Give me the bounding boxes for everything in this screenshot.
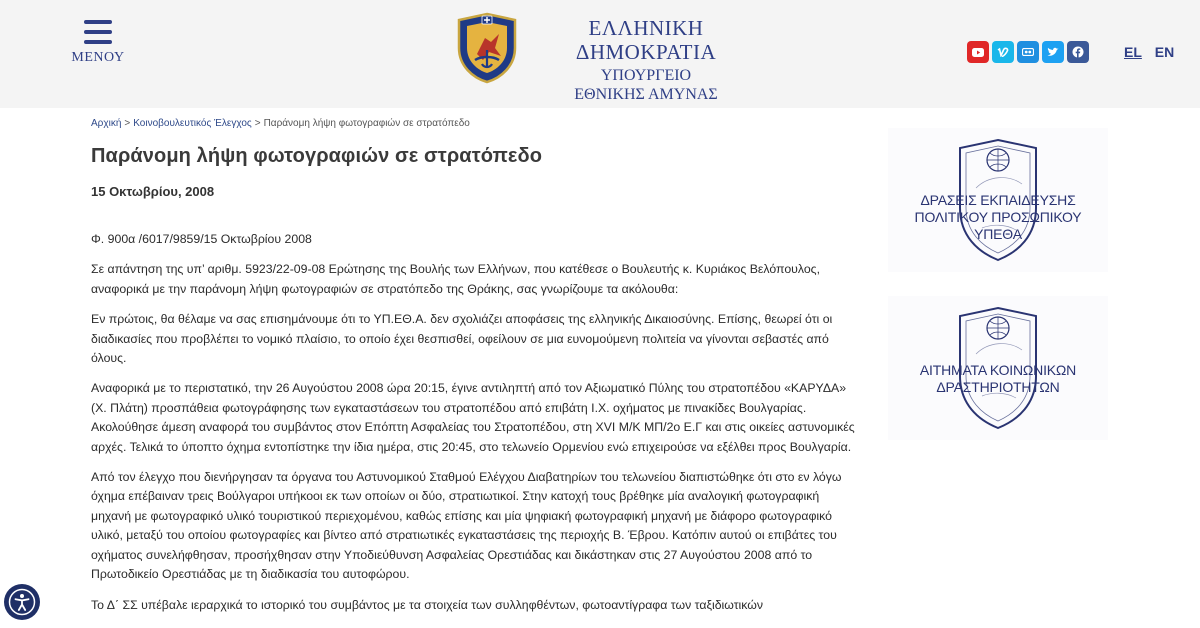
- brand-ministry: ΥΠΟΥΡΓΕΙΟ: [600, 67, 692, 84]
- article-paragraph: Εν πρώτοις, θα θέλαμε να σας επισημάνουμε ότι το ΥΠ.ΕΘ.Α. δεν σχολιάζει αποφάσεις της ελληνικής Δικαιοσύνης. Επίσης, θεωρεί ότι οι διαδικασίες που προβλέπει το νομικό πλαίσιο, το οποίο έχει θεσπισθεί, οφείλουν σε μια ευνομούμενη πολιτεία να γίνονται σεβαστές από όλους.: [91, 312, 833, 366]
- article-paragraph: Από τον έλεγχο που διενήργησαν τα όργανα του Αστυνομικού Σταθμού Ελέγχου Διαβατηρίων του τελωνείου διαπιστώθηκε ότι στο εν λόγω όχημα επέβαιναν τρεις Βούλγαροι υπήκοοι εκ των οποίων οι δύο, στρατιωτικοί. Στην κατοχή τους βρέθηκε μία αναλογική φωτογραφική μηχανή με φωτογραφικό υλικό τουριστικού περιεχομένου, καθώς επίσης και μία ψηφιακή φωτογραφική μηχανή με διάφορο φωτογραφικό υλικό, μεταξύ του οποίου φωτογραφίες και βίντεο από στρατιωτικές εγκαταστάσεις της περιοχής Β. Έβρου. Κατόπιν αυτού οι επιβάτες του οχήματος συνελήφθησαν, προσήχθησαν στην Υποδιεύθυνση Ασφαλείας Ορεστιάδας και δικάστηκαν στις 27 Αυγούστου 2008 από το Πρωτοδικείο Ορεστιάδας με τη διαδικασία του αυτοφώρου.: [91, 470, 842, 582]
- ministry-crest-logo[interactable]: [455, 12, 519, 84]
- accessibility-icon: [8, 588, 36, 616]
- article-body: [91, 230, 859, 626]
- site-header: [0, 0, 1200, 108]
- breadcrumb-home[interactable]: Αρχική: [91, 118, 122, 129]
- banner-staff-training[interactable]: [888, 128, 1108, 272]
- breadcrumb-section[interactable]: Κοινοβουλευτικός Έλεγχος: [133, 118, 252, 129]
- article-paragraph: Αναφορικά με το περιστατικό, την 26 Αυγούστου 2008 ώρα 20:15, έγινε αντιληπτή από τον Αξιωματικό Πύλης του στρατοπέδου «ΚΑΡΥΔΑ» (Χ. Πλάτη) προσπάθεια φωτογράφησης των εγκαταστάσεων του στρατοπέδου από επιβάτη Ι.Χ. οχήματος με πινακίδες Βουλγαρίας. Ακολούθησε άμεση αναφορά του συμβάντος στον Επόπτη Ασφαλείας του Στρατοπέδου, στη XVI Μ/Κ ΜΠ/2ο Ε.Γ και στις οικείες αστυνομικές αρχές. Τελικά το ύποπτο όχημα εντοπίστηκε την ίδια ημέρα, στις 20:45, στο τελωνείο Ορμενίου ενώ επιχειρούσε να εξέλθει προς Βουλγαρία.: [91, 381, 855, 454]
- breadcrumb-separator: >: [254, 118, 261, 129]
- banner-line: ΑΙΤΗΜΑΤΑ ΚΟΙΝΩΝΙΚΩΝ: [919, 362, 1077, 378]
- banner-social-activities[interactable]: [888, 296, 1108, 440]
- banner-line: ΠΟΛΙΤΙΚΟΥ ΠΡΟΣΩΠΙΚΟΥ: [914, 209, 1082, 225]
- vimeo-icon[interactable]: [992, 41, 1014, 63]
- banner-line: ΔΡΑΣΕΙΣ ΕΚΠΑΙΔΕΥΣΗΣ: [920, 192, 1076, 208]
- facebook-icon[interactable]: [1067, 41, 1089, 63]
- banner-staff-training-label: [888, 192, 1108, 243]
- youtube-icon[interactable]: [967, 41, 989, 63]
- breadcrumb: [91, 118, 470, 129]
- article-paragraph: Το Δ΄ ΣΣ υπέβαλε ιεραρχικά το ιστορικό του συμβάντος με τα στοιχεία των συλληφθέντων, φωτοαντίγραφα των ταξιδιωτικών: [91, 597, 764, 612]
- accessibility-button[interactable]: [4, 584, 40, 620]
- menu-button[interactable]: [70, 20, 126, 66]
- lang-en-link[interactable]: EN: [1154, 44, 1175, 60]
- menu-label: ΜΕΝΟΥ: [71, 50, 125, 65]
- banner-line: ΔΡΑΣΤΗΡΙΟΤΗΤΩΝ: [936, 379, 1060, 395]
- banner-line: ΥΠΕΘΑ: [974, 226, 1022, 242]
- lang-el-link[interactable]: EL: [1124, 44, 1142, 60]
- language-switcher: [1124, 44, 1174, 60]
- breadcrumb-current: Παράνομη λήψη φωτογραφιών σε στρατόπεδο: [263, 118, 470, 129]
- brand-country: ΕΛΛΗΝΙΚΗ ΔΗΜΟΚΡΑΤΙΑ: [575, 16, 717, 64]
- article-paragraph: Σε απάντηση της υπ’ αριθμ. 5923/22-09-08 Ερώτησης της Βουλής των Ελλήνων, που κατέθεσε ο Βουλευτής κ. Κυριάκος Βελόπουλος, αναφορικά με την παράνομη λήψη φωτογραφιών σε στρατόπεδο της Θράκης, σας γνωρίζουμε τα ακόλουθα:: [91, 262, 821, 296]
- twitter-icon[interactable]: [1042, 41, 1064, 63]
- site-brand: [530, 16, 762, 104]
- article-paragraph: Φ. 900α /6017/9859/15 Οκτωβρίου 2008: [91, 232, 312, 246]
- breadcrumb-separator: >: [124, 118, 131, 129]
- hamburger-icon: [70, 20, 126, 44]
- social-links: [967, 41, 1089, 63]
- banner-social-activities-label: [888, 362, 1108, 396]
- article-date: 15 Οκτωβρίου, 2008: [91, 184, 215, 199]
- page-title: Παράνομη λήψη φωτογραφιών σε στρατόπεδο: [91, 145, 543, 167]
- brand-defence: ΕΘΝΙΚΗΣ ΑΜΥΝΑΣ: [574, 86, 718, 103]
- flickr-icon[interactable]: [1017, 41, 1039, 63]
